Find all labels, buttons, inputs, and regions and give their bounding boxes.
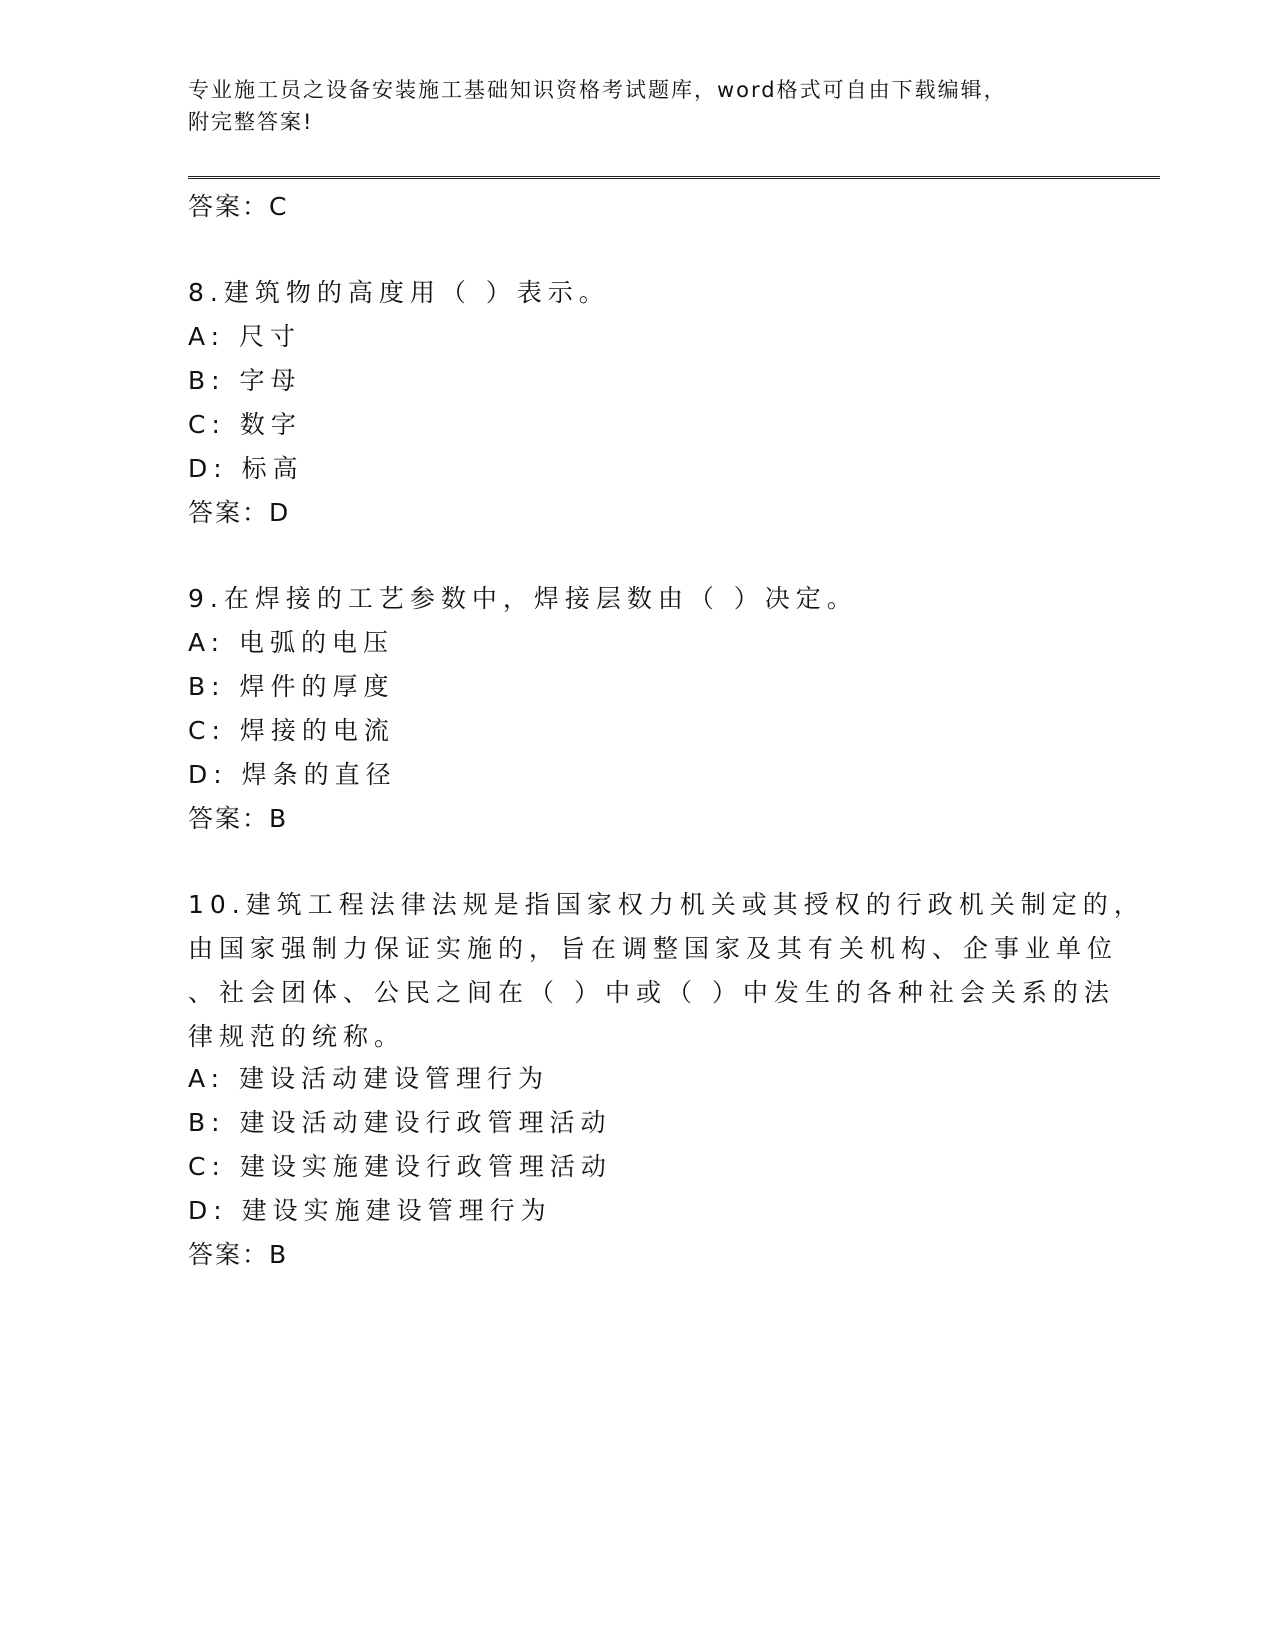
q10-option-a: A: 建设活动建设管理行为 (188, 1064, 550, 1093)
q9-question: 9.在焊接的工艺参数中，焊接层数由（ ）决定。 (188, 584, 858, 613)
q10-option-b: B: 建设活动建设行政管理活动 (188, 1108, 612, 1137)
q8-option-a: A: 尺寸 (188, 322, 302, 351)
q9-option-a: A: 电弧的电压 (188, 628, 395, 657)
document-header (188, 74, 1068, 138)
q10-answer: 答案：B (188, 1240, 289, 1269)
q8-option-b: B: 字母 (188, 366, 302, 395)
q10-question-line-1: 10.建筑工程法律法规是指国家权力机关或其授权的行政机关制定的， (188, 890, 1145, 919)
previous-answer: 答案：C (188, 192, 289, 221)
q9-option-c: C: 焊接的电流 (188, 716, 395, 745)
q8-option-d: D: 标高 (188, 454, 304, 483)
header-line-1: 专业施工员之设备安装施工基础知识资格考试题库，word格式可自由下载编辑， (188, 78, 1007, 102)
q10-question-line-2: 由国家强制力保证实施的，旨在调整国家及其有关机构、企事业单位 (188, 934, 1119, 963)
q9-option-d: D: 焊条的直径 (188, 760, 397, 789)
q9-option-b: B: 焊件的厚度 (188, 672, 395, 701)
q10-question-line-4: 律规范的统称。 (188, 1022, 406, 1051)
q8-question: 8.建筑物的高度用（ ）表示。 (188, 278, 610, 307)
q9-answer: 答案：B (188, 804, 289, 833)
header-divider (188, 176, 1160, 180)
q10-option-c: C: 建设实施建设行政管理活动 (188, 1152, 612, 1181)
header-line-2: 附完整答案! (188, 110, 314, 134)
q10-option-d: D: 建设实施建设管理行为 (188, 1196, 552, 1225)
q8-option-c: C: 数字 (188, 410, 302, 439)
q10-question-line-3: 、社会团体、公民之间在（ ）中或（ ）中发生的各种社会关系的法 (188, 978, 1115, 1007)
q8-answer: 答案：D (188, 498, 291, 527)
